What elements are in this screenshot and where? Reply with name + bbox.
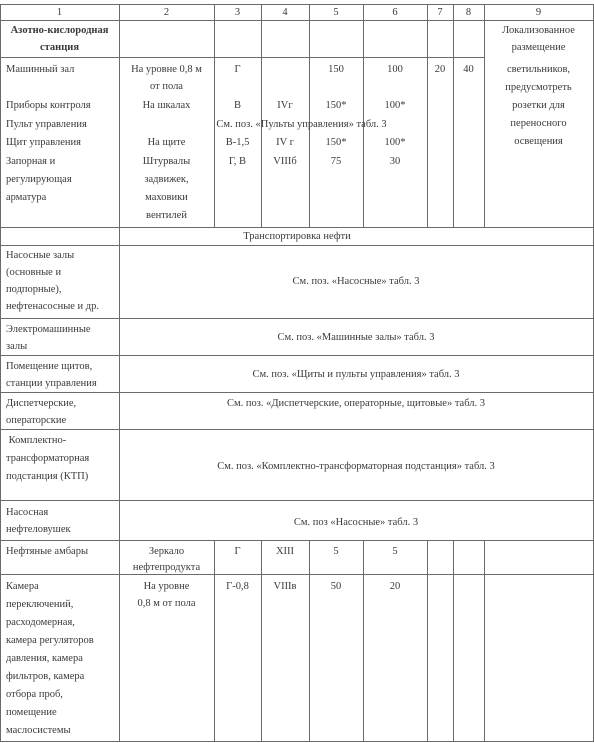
visual-category: IVг [277,100,293,111]
room-name: фильтров, камера [6,671,85,682]
note-text: розетки для [512,100,565,111]
reference-text: См. поз. «Диспетчерские, операторные, щитовые» табл. 3 [226,398,486,409]
column-divider [453,540,454,741]
lux-general: 30 [389,156,401,167]
room-name: Пульт управления [6,119,87,130]
room-name: подпорные), [6,284,62,295]
work-surface: На шкалах [142,100,191,111]
room-name: операторские [6,415,67,426]
work-surface: На уровне 0,8 м [131,64,202,75]
lux-general: 100* [384,137,406,148]
reference-text: См. поз. «Насосные» табл. 3 [292,276,420,287]
lux-combined: 75 [330,156,342,167]
lux-combined: 150* [325,100,347,111]
column-divider [427,540,428,741]
column-header: 6 [392,7,398,18]
note-text: Локализованное [502,25,575,36]
row-separator [0,355,594,356]
work-surface: На уровне [143,581,190,592]
room-name: Диспетчерские, [6,398,77,409]
room-name: помещение [6,707,57,718]
column-header: 3 [234,7,241,18]
column-header: 7 [437,7,443,18]
room-name: Насосные залы [6,250,75,261]
room-name: станции управления [6,378,97,389]
plane-value: Г [234,546,241,557]
visual-category: VIIIб [273,156,297,167]
work-surface: Зеркало [148,546,185,557]
reference-text: См. поз «Насосные» табл. 3 [293,517,419,528]
room-name: Приборы контроля [6,100,91,111]
visual-category: XIII [275,546,295,557]
pulsation: 40 [463,64,474,75]
room-name: залы [6,341,28,352]
column-header: 9 [535,7,542,18]
lux-combined: 50 [330,581,342,592]
room-name: (основные и [6,267,62,278]
section-title-nitrogen: станция [39,42,80,53]
work-surface: от пола [150,81,183,92]
reference-text: См. поз. «Щиты и пульты управления» табл. 3 [252,369,460,380]
room-name: камера регуляторов [6,635,94,646]
table-border-bottom [0,741,594,742]
room-name: арматура [6,192,47,203]
room-name: Запорная и [6,156,56,167]
room-name: давления, камера [6,653,83,664]
row-separator [0,540,594,541]
work-surface: вентилей [146,210,187,221]
nitrogen-title-separator [0,57,484,58]
room-name: Камера [6,581,39,592]
lux-general: 100 [387,64,403,75]
glare-index: 20 [434,64,446,75]
room-name: подстанция (КТП) [6,471,89,482]
row-separator [0,574,594,575]
note-text: переносного [510,118,567,129]
column-header: 8 [465,7,472,18]
lux-combined: 150* [325,137,347,148]
room-name: расходомерная, [6,617,75,628]
plane-value: Г, В [228,156,247,167]
column-divider [214,540,215,741]
room-name: Помещение щитов, [6,361,93,372]
work-surface: нефтепродукта [132,562,201,573]
lux-combined: 5 [333,546,339,557]
note-text: размещение [511,42,566,53]
work-surface: 0,8 м от пола [137,598,196,609]
reference-text: См. поз. «Комплектно-трансформаторная подстанция» табл. 3 [217,461,495,472]
room-name: нефтеловушек [6,524,71,535]
work-surface: На щите [147,137,186,148]
work-surface: задвижек, [144,174,189,185]
column-header: 5 [333,7,339,18]
room-name: маслосистемы [6,725,71,736]
row-separator [0,392,594,393]
column-divider [0,4,1,741]
room-name: Нефтяные амбары [6,546,89,557]
room-name: Машинный зал [6,64,75,75]
room-name: Насосная [6,507,49,518]
column-header: 4 [282,7,288,18]
plane-value: Г [234,64,241,75]
plane-value: В-1,5 [225,137,250,148]
column-divider [484,540,485,741]
column-header: 1 [56,7,63,18]
visual-category: VIIIв [273,581,297,592]
room-name: отбора проб, [6,689,63,700]
visual-category: IV г [276,137,294,148]
room-name: переключений, [6,599,74,610]
room-name: Электромашинные [6,324,91,335]
lux-combined: 150 [328,64,344,75]
reference-text: См. поз. «Машинные залы» табл. 3 [277,332,435,343]
room-name: Комплектно- [6,435,67,446]
room-name: Щит управления [6,137,81,148]
note-text: освещения [514,136,563,147]
column-divider [261,540,262,741]
column-divider [363,540,364,741]
column-divider [309,540,310,741]
lux-general: 20 [389,581,401,592]
room-name: трансформаторная [6,453,90,464]
row-separator [0,500,594,501]
section-title-oil: Транспортировка нефти [243,231,351,242]
section-title-separator [0,245,594,246]
plane-value: Г-0,8 [226,581,249,592]
note-text: предусмотреть [505,82,572,93]
room-name: регулирующая [6,174,72,185]
row-separator [0,318,594,319]
lux-general: 100* [384,100,406,111]
lux-general: 5 [392,546,398,557]
work-surface: Штурвалы [142,156,191,167]
plane-value: В [233,100,241,111]
row-separator [0,429,594,430]
work-surface: маховики [145,192,188,203]
room-name: нефтенасосные и др. [6,301,99,312]
reference-text: См. поз. «Пульты управления» табл. 3 [216,119,387,130]
note-text: светильников, [506,64,571,75]
section-title-nitrogen: Азотно-кислородная [10,25,109,36]
column-header: 2 [163,7,170,18]
